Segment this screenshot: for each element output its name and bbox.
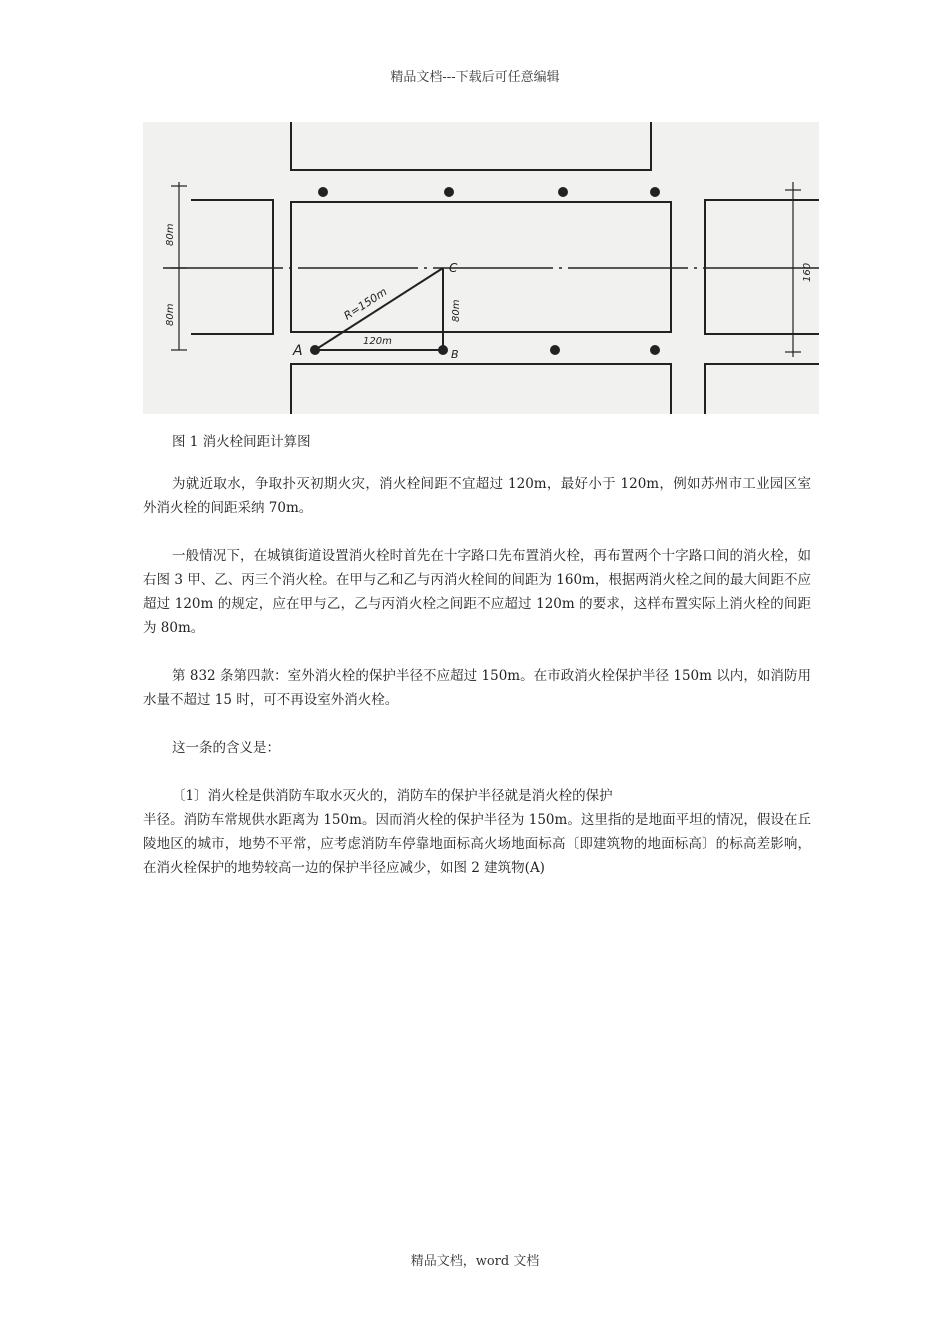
hydrant-marker bbox=[558, 187, 568, 197]
hydrant-marker bbox=[438, 345, 448, 355]
top-block-outline bbox=[291, 122, 651, 170]
hydrant-marker bbox=[650, 187, 660, 197]
hydrant-marker bbox=[550, 345, 560, 355]
hydrant-markers bbox=[310, 187, 660, 355]
figure-drawing bbox=[143, 122, 819, 414]
bottom-block-outline bbox=[291, 364, 671, 414]
label-point-c: C bbox=[449, 261, 458, 275]
paragraph-1: 为就近取水，争取扑灭初期火灾，消火栓间距不宜超过 120m，最好小于 120m，例如苏州市工业园区室外消火栓的间距采纳 70m。 bbox=[143, 476, 811, 516]
label-right: 160 bbox=[802, 262, 813, 282]
bottom-right-block-outline bbox=[705, 364, 819, 414]
page-footer: 精品文档，word 文档 bbox=[410, 1254, 540, 1269]
hydrant-marker bbox=[650, 345, 660, 355]
label-left-bottom: 80m bbox=[165, 303, 176, 326]
paragraph-6: 半径。消防车常规供水距离为 150m。因而消火栓的保护半径为 150m。这里指的是地面平坦的情况，假设在丘陵地区的城市，地势不平常，应考虑消防车停靠地面标高火场地面标高〔即建筑物的地面标高〕的标高差影响，在消火栓保护的地势较高一边的保护半径应减少，如图 2 建筑物(A) bbox=[143, 812, 811, 876]
paragraph-3: 第 832 条第四款：室外消火栓的保护半径不应超过 150m。在市政消火栓保护半径 150m 以内，如消防用水量不超过 15 时，可不再设室外消火栓。 bbox=[143, 668, 811, 708]
label-point-a: A bbox=[293, 343, 303, 359]
label-radius: R=150m bbox=[341, 285, 390, 323]
hydrant-spacing-figure bbox=[143, 122, 819, 414]
label-left-top: 80m bbox=[165, 223, 176, 246]
hydrant-marker bbox=[444, 187, 454, 197]
label-bc: 80m bbox=[451, 299, 462, 322]
paragraph-5: 〔1〕消火栓是供消防车取水灭火的，消防车的保护半径就是消火栓的保护 bbox=[172, 788, 613, 804]
figure-caption: 图 1 消火栓间距计算图 bbox=[172, 434, 311, 450]
left-block-outline bbox=[191, 200, 273, 334]
label-ab: 120m bbox=[363, 336, 392, 347]
paragraph-4: 这一条的含义是： bbox=[172, 740, 280, 756]
hydrant-marker bbox=[318, 187, 328, 197]
page-header: 精品文档---下载后可任意编辑 bbox=[390, 70, 560, 85]
hydrant-marker bbox=[310, 345, 320, 355]
paragraph-2: 一般情况下，在城镇街道设置消火栓时首先在十字路口先布置消火栓，再布置两个十字路口间的消火栓，如右图 3 甲、乙、丙三个消火栓。在甲与乙和乙与丙消火栓间的间距为 160m，根据两消火栓之间的最大间距不应超过 120m 的规定，应在甲与乙，乙与丙消火栓之间距不应超过 120m 的要求，这样布置实际上消火栓的间距为 80m。 bbox=[143, 548, 811, 636]
label-point-b: B bbox=[451, 348, 459, 361]
